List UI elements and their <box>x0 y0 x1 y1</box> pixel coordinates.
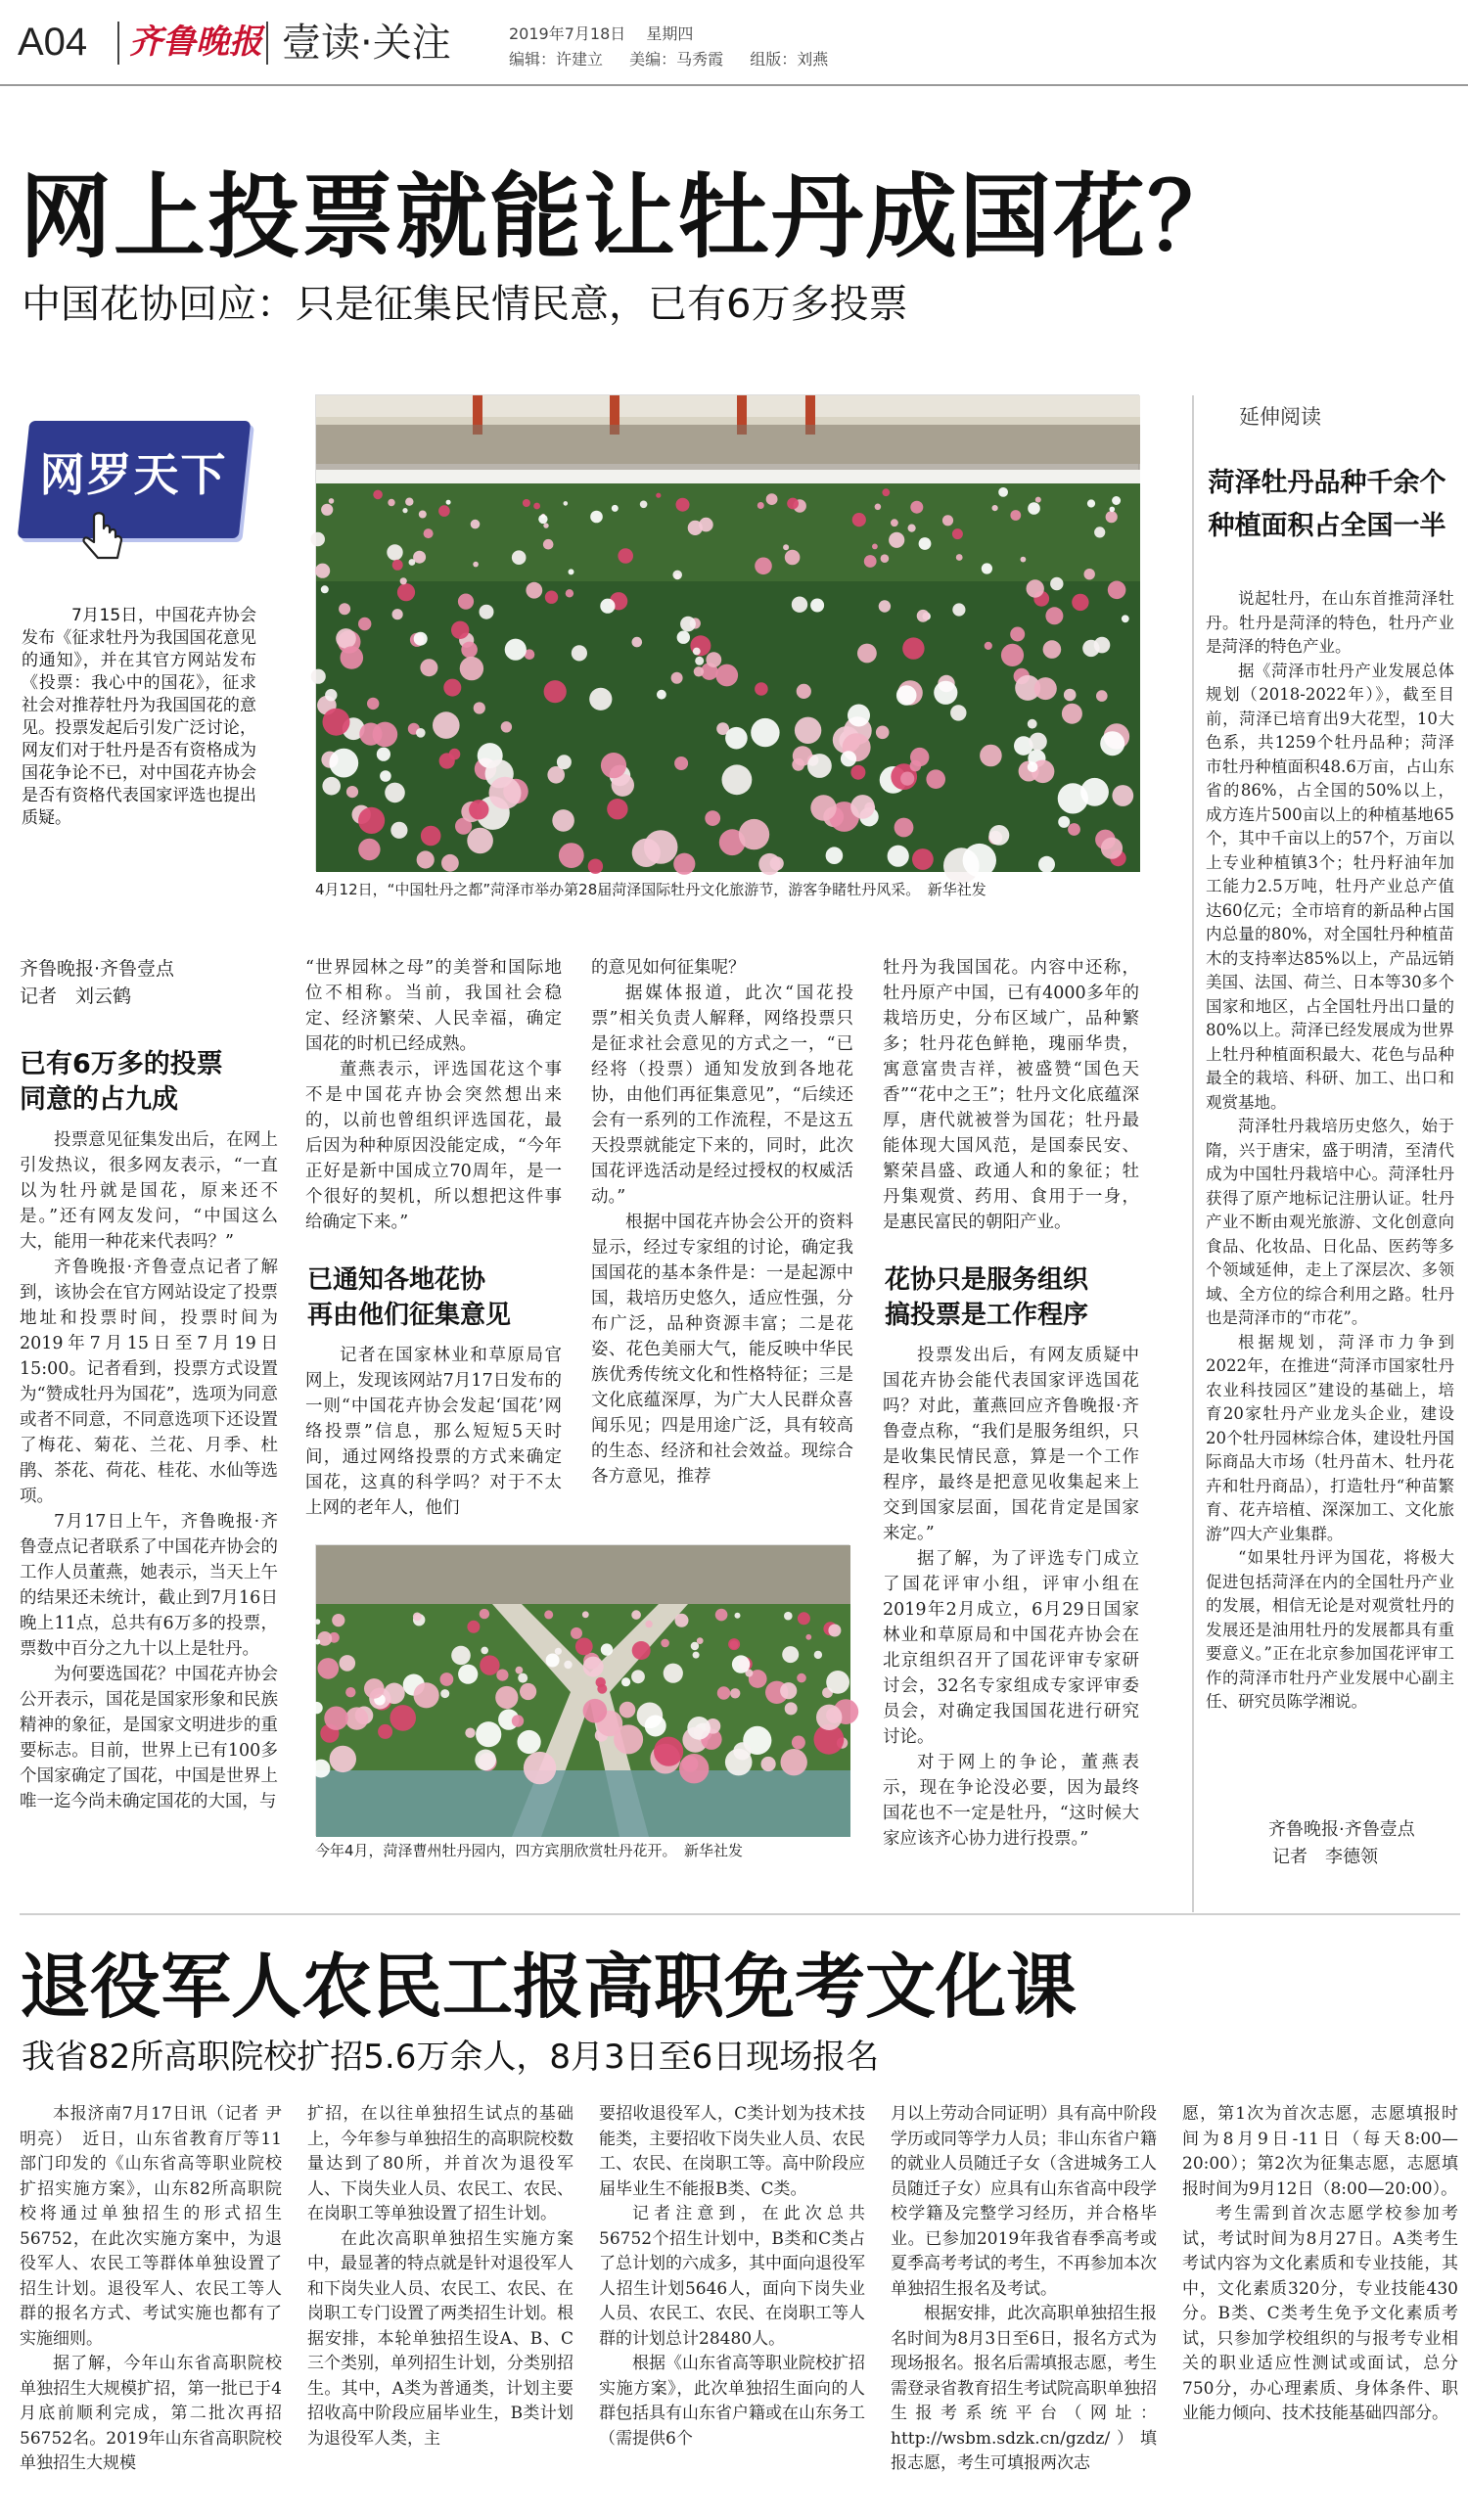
story2-paragraph: 记者注意到，在此次总共56752个招生计划中，B类和C类占了总计划的六成多，其中面向退役军人招生计划5646人，面向下岗失业人员、农民工、农民、在岗职工等人群的计划总计28480人。 <box>599 2204 865 2349</box>
hand-cursor-icon <box>80 511 127 564</box>
story2-col3 <box>599 2102 865 2513</box>
photo1-caption: 4月12日，“中国牡丹之都”菏泽市举办第28届菏泽国际牡丹文化旅游节，游客争睹牡丹风采。 新华社发 <box>315 881 986 898</box>
date-line <box>509 23 693 45</box>
story2-paragraph: 月以上劳动合同证明）具有高中阶段学历或同等学力人员；非山东省户籍的就业人员随迁子女（含进城务工人员随迁子女）应具有山东省高中段学校学籍及完整学习经历，并合格毕业。已参加2019年我省春季高考或夏季高考考试的考生，不再参加本次单独招生报名及考试。 <box>891 2104 1157 2299</box>
story2-paragraph: 根据安排，此次高职单独招生报名时间为8月3日至6日，报名方式为现场报名。报名后需填报志愿，考生需登录省教育招生考试院高职单独招生报考系统平台（网址：http://wsbm.sdzk.cn/gzdz/）填报志愿，考生可填报两次志 <box>891 2304 1157 2473</box>
story2-paragraph: 根据《山东省高等职业院校扩招实施方案》，此次单独招生面向的人群包括具有山东省户籍或在山东务工（需提供6个 <box>599 2354 865 2449</box>
story1-paragraph: “世界园林之母”的美誉和国际地位不相称。当前，我国社会稳定、经济繁荣、人民幸福，确定国花的时机已经成熟。 <box>305 958 562 1054</box>
story1-headline: 网上投票就能让牡丹成国花？ <box>20 164 1242 271</box>
story1-paragraph: 据媒体报道，此次“国花投票”相关负责人解释，网络投票只是征求社会意见的方式之一，“已经将（投票）通知发放到各地花协，由他们再征集意见”，“后续还会有一系列的工作流程，不是这五天投票就能定下来的，同时，此次国花评选活动是经过授权的权威活动。” <box>591 984 853 1207</box>
sidebar-paragraph: “如果牡丹评为国花，将极大促进包括菏泽在内的全国牡丹产业的发展，相信无论是对观赏牡丹的发展还是油用牡丹的发展都具有重要意义。”正在北京参加国花评审工作的菏泽市牡丹产业发展中心副主任、研究员陈学湘说。 <box>1206 1548 1454 1711</box>
story2-paragraph: 考生需到首次志愿学校参加考试，考试时间为8月27日。A类考生考试内容为文化素质和专业技能，其中，文化素质320分，专业技能430分。B类、C类考生免予文化素质考试，只参加学校组织的与报考专业相关的职业适应性测试或面试，总分750分，办心理素质、身体条件、职业能力倾向、技术技能基础四部分。 <box>1182 2204 1458 2423</box>
story1-paragraph: 牡丹为我国国花。内容中还称，牡丹原产中国，已有4000多年的栽培历史，分布区域广，品种繁多；牡丹花色鲜艳，瑰丽华贵，寓意富贵吉祥，被盛赞“国色天香”“花中之王”；牡丹文化底蕴深厚，唐代就被誉为国花；牡丹最能体现大国风范，是国泰民安、繁荣昌盛、政通人和的象征；牡丹集观赏、药用、食用于一身，是惠民富民的朝阳产业。 <box>883 958 1139 1232</box>
story1-paragraph: 投票意见征集发出后，在网上引发热议，很多网友表示，“一直以为牡丹就是国花，原来还不是。”还有网友发问，“中国这么大，能用一种花来代表吗？” <box>20 1130 278 1252</box>
page-number: A04 <box>18 21 88 64</box>
sidebar-label: 延伸阅读 <box>1239 405 1321 429</box>
garden-aerial-illustration <box>316 1545 850 1837</box>
art-editor: 美编：马秀霞 <box>629 50 724 69</box>
story2-paragraph: 在此次高职单独招生实施方案中，最显著的特点就是针对退役军人和下岗失业人员、农民工、农民、在岗职工专门设置了两类招生计划。根据安排，本轮单独招生设A、B、C三个类别，单列招生计划，分类别招生。其中，A类为普通类，计划主要招收高中阶段应届毕业生，B类计划为退役军人类，主 <box>307 2228 573 2449</box>
story1-subhead-3: 花协只是服务组织 搞投票是工作程序 <box>885 1265 1089 1330</box>
story1-col3 <box>591 955 853 1525</box>
story2-paragraph: 扩招，在以往单独招生试点的基础上，今年参与单独招生的高职院校数量达到了80所，并首次为退役军人、下岗失业人员、农民工、农民、在岗职工等单独设置了招生计划。 <box>307 2104 573 2223</box>
badge-label: 网罗天下 <box>39 448 228 501</box>
story1-paragraph: 7月17日上午，齐鲁晚报·齐鲁壹点记者联系了中国花卉协会的工作人员董燕，她表示，当天上午的结果还未统计，截止到7月16日晚上11点，总共有6万多的投票，票数中百分之九十以上是牡丹。 <box>20 1512 278 1659</box>
story1-col1 <box>20 1127 278 1859</box>
story1-subheadline: 中国花协回应：只是征集民情民意，已有6万多投票 <box>22 282 908 327</box>
sidebar-title: 菏泽牡丹品种千余个 种植面积占全国一半 <box>1208 468 1446 541</box>
sidebar-paragraph: 据《菏泽市牡丹产业发展总体规划（2018-2022年）》，截至目前，菏泽已培育出9大花型，10大色系，共1259个牡丹品种；菏泽市牡丹种植面积48.6万亩，占山东省的86%，占全国的50%以上，成方连片500亩以上的种植基地65个，其中千亩以上的57个，万亩以上专业种植镇3个；牡丹籽油年加工能力2.5万吨，牡丹产业总产值达60亿元；全市培育的新品种占国内总量的80%，对全国牡丹种植苗木的支持率达85%以上，产品远销美国、法国、荷兰、日本等30多个国家和地区，占全国牡丹出口量的80%以上。菏泽已经发展成为世界上牡丹种植面积最大、花色与品种最全的栽培、科研、加工、出口和观赏基地。 <box>1206 661 1454 1112</box>
story2-col1 <box>20 2102 282 2513</box>
story1-paragraph: 投票发出后，有网友质疑中国花卉协会能代表国家评选国花吗？对此，董燕回应齐鲁晚报·齐鲁壹点称，“我们是服务组织，只是收集民情民意，算是一个工作程序，最终是把意见收集起来上交到国家层面，国花肯定是国家来定。” <box>883 1346 1139 1543</box>
story1-col2 <box>305 955 562 1232</box>
story1-paragraph: 董燕表示，评选国花这个事不是中国花卉协会突然想出来的，以前也曾组织评选国花，最后因为种种原因没能定成，“今年正好是新中国成立70周年，是一个很好的契机，所以想把这件事给确定下来。” <box>305 1060 562 1232</box>
story1-paragraph: 的意见如何征集呢？ <box>591 958 746 978</box>
peony-garden-illustration <box>316 395 1140 872</box>
story1-paragraph: 记者在国家林业和草原局官网上，发现该网站7月17日发布的一则“中国花卉协会发起‘国花’网络投票”信息，那么短短5天时间，通过网络投票的方式来确定国花，这真的科学吗？对于不太上网的老年人，他们 <box>305 1346 562 1518</box>
issue-weekday: 星期四 <box>646 24 694 43</box>
story2-paragraph: 本报济南7月17日讯（记者 尹明亮） 近日，山东省教育厅等11部门印发的《山东省高等职业院校扩招实施方案》，山东82所高职院校将通过单独招生的形式招生56752，在此次实施方案中，为退役军人、农民工等群体单独设置了招生计划。退役军人、农民工等人群的报名方式、考试实施也都有了实施细则。 <box>20 2104 282 2349</box>
editor: 编辑：许建立 <box>509 50 604 69</box>
story2-col2 <box>307 2102 573 2513</box>
story1-lead: 7月15日，中国花卉协会发布《征求牡丹为我国国花意见的通知》，并在其官方网站发布《投票：我心中的国花》，征求社会对推荐牡丹为我国国花的意见。投票发起后引发广泛讨论，网友们对于牡丹是否有资格成为国花争论不已，对中国花卉协会是否有资格代表国家评选也提出质疑。 <box>22 606 256 828</box>
story1-col4b <box>883 1343 1139 1859</box>
story1-subhead-2: 已通知各地花协 再由他们征集意见 <box>307 1265 512 1330</box>
sidebar-byline-1: 齐鲁晚报·齐鲁壹点 <box>1268 1819 1415 1840</box>
header-rule <box>0 84 1468 86</box>
story1-col2b <box>305 1343 562 1531</box>
page-header <box>0 0 1468 82</box>
story2-paragraph: 要招收退役军人，C类计划为技术技能类，主要招收下岗失业人员、农民工、农民、在岗职工等。高中阶段应届毕业生不能报B类、C类。 <box>599 2104 865 2199</box>
sidebar-byline-2: 记者 李德领 <box>1272 1847 1378 1867</box>
story1-paragraph: 根据中国花卉协会公开的资料显示，经过专家组的讨论，确定我国国花的基本条件是：一是起源中国，栽培历史悠久，适应性强，分布广泛，品种资源丰富；二是花姿、花色美丽大气，能反映中华民族优秀传统文化和性格特征；三是文化底蕴深厚，为广大人民群众喜闻乐见；四是用途广泛，具有较高的生态、经济和社会效益。现综合各方意见，推荐 <box>591 1213 853 1487</box>
story2-subheadline: 我省82所高职院校扩招5.6万余人，8月3日至6日现场报名 <box>22 2038 880 2077</box>
story2-paragraph: 愿，第1次为首次志愿，志愿填报时间为8月9日-11日（每天8:00—20:00）；第2次为征集志愿，志愿填报时间为9月12日（8:00—20:00）。 <box>1182 2104 1458 2199</box>
divider-2 <box>266 22 268 65</box>
divider-1 <box>117 22 119 65</box>
story1-subhead-1: 已有6万多的投票 同意的占九成 <box>20 1049 223 1115</box>
sidebar-paragraph: 菏泽牡丹栽培历史悠久，始于隋，兴于唐宋，盛于明清，至清代成为中国牡丹栽培中心。菏泽牡丹获得了原产地标记注册认证。牡丹产业不断由观光旅游、文化创意向食品、化妆品、日化品、医药等多个领域延伸，走上了深层次、多领域、全方位的综合利用之路。牡丹也是菏泽市的“市花”。 <box>1206 1117 1454 1327</box>
story2-col5 <box>1182 2102 1458 2513</box>
section-badge <box>18 421 252 538</box>
peony-garden-aerial-photo <box>315 1544 849 1836</box>
layout-editor: 组版：刘燕 <box>750 50 829 69</box>
sidebar-paragraph: 根据规划，菏泽市力争到2022年，在推进“菏泽市国家牡丹农业科技园区”建设的基础上，培育20家牡丹产业龙头企业，建设20个牡丹园林综合体，建设牡丹国际商品大市场（牡丹苗木、牡丹花卉和牡丹商品），打造牡丹“种苗繁育、花卉培植、深深加工、文化旅游”四大产业集群。 <box>1206 1332 1454 1543</box>
story1-col4 <box>883 955 1139 1232</box>
photo2-caption: 今年4月，菏泽曹州牡丹园内，四方宾朋欣赏牡丹花开。 新华社发 <box>315 1842 744 1859</box>
story2-headline: 退役军人农民工报高职免考文化课 <box>20 1946 1078 2028</box>
paper-logo: 齐鲁晚报 <box>129 23 262 62</box>
story1-paragraph: 据了解，为了评选专门成立了国花评审小组，评审小组在2019年2月成立，6月29日国家林业和草原局和中国花卉协会在北京组织召开了国花评审专家研讨会，32名专家组成专家评审委员会，对确定我国国花进行研究讨论。 <box>883 1549 1139 1747</box>
sidebar-paragraph: 说起牡丹，在山东首推菏泽牡丹。牡丹是菏泽的特色，牡丹产业是菏泽的特色产业。 <box>1206 589 1454 656</box>
issue-date: 2019年7月18日 <box>509 24 626 43</box>
story-divider <box>20 1913 1460 1915</box>
story2-paragraph: 据了解，今年山东省高职院校单独招生大规模扩招，第一批已于4月底前顺利完成，第二批次再招56752名。2019年山东省高职院校单独招生大规模 <box>20 2354 282 2473</box>
story2-col4 <box>891 2102 1157 2513</box>
section-name: 壹读·关注 <box>282 21 451 66</box>
story1-byline-1: 齐鲁晚报·齐鲁壹点 <box>20 958 175 980</box>
story1-paragraph: 为何要选国花？中国花卉协会公开表示，国花是国家形象和民族精神的象征，是国家文明进步的重要标志。目前，世界上已有100多个国家确定了国花，中国是世界上唯一迄今尚未确定国花的大国，与 <box>20 1665 278 1811</box>
story1-paragraph: 对于网上的争论，董燕表示，现在争论没必要，因为最终国花也不一定是牡丹，“这时候大家应该齐心协力进行投票。” <box>883 1753 1139 1849</box>
staff-line <box>509 49 828 70</box>
story1-byline-2: 记者 刘云鹤 <box>20 985 132 1007</box>
story1-paragraph: 齐鲁晚报·齐鲁壹点记者了解到，该协会在官方网站设定了投票地址和投票时间，投票时间为2019年7月15日至7月19日15:00。记者看到，投票方式设置为“赞成牡丹为国花”，选项为同意或者不同意，不同意选项下还设置了梅花、菊花、兰花、月季、杜鹃、茶花、荷花、桂花、水仙等选项。 <box>20 1258 278 1506</box>
sidebar-rule <box>1192 395 1194 1912</box>
sidebar-body <box>1206 587 1454 1814</box>
peony-festival-photo <box>315 394 1139 871</box>
